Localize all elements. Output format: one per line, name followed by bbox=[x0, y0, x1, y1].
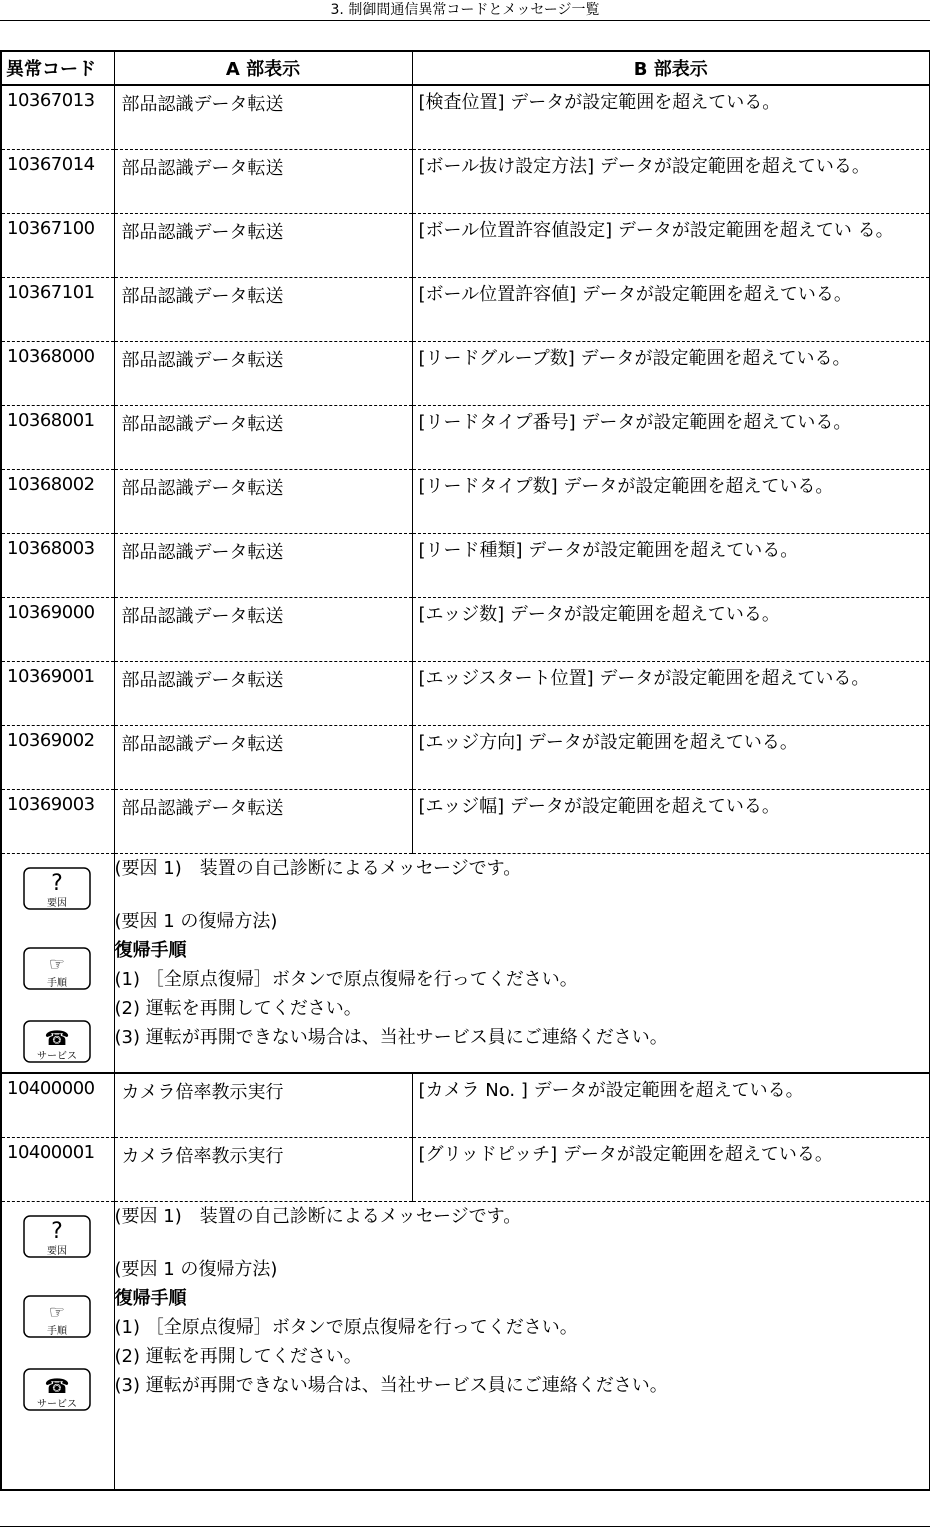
a-display-cell: 部品認識データ転送 bbox=[114, 150, 412, 214]
error-code-cell: 10367101 bbox=[1, 278, 114, 342]
b-display-cell: [エッジスタート位置] データが設定範囲を超えている。 bbox=[412, 662, 930, 726]
column-header-b: B 部表示 bbox=[412, 51, 930, 85]
step-1: (1) ［全原点復帰］ボタンで原点復帰を行ってください。 bbox=[114, 969, 578, 990]
b-display-cell: [エッジ数] データが設定範囲を超えている。 bbox=[412, 598, 930, 662]
error-code-cell: 10368003 bbox=[1, 534, 114, 598]
error-code-cell: 10369002 bbox=[1, 726, 114, 790]
a-display-cell: カメラ倍率教示実行 bbox=[114, 1138, 412, 1202]
svg-text:サービス: サービス bbox=[37, 1399, 77, 1410]
recovery-title: (要因 1 の復帰方法) bbox=[114, 911, 278, 932]
a-display-cell: 部品認識データ転送 bbox=[114, 278, 412, 342]
svg-text:?: ? bbox=[51, 1219, 63, 1244]
cause-description: (要因 1) 装置の自己診断によるメッセージです。 bbox=[114, 1206, 522, 1227]
b-display-cell: [ボール抜け設定方法] データが設定範囲を超えている。 bbox=[412, 150, 930, 214]
procedure-hand-icon bbox=[22, 946, 92, 991]
cause-block-1 bbox=[1, 854, 930, 1074]
b-display-cell: [リードタイプ番号] データが設定範囲を超えている。 bbox=[412, 406, 930, 470]
cause-icon bbox=[22, 1214, 92, 1259]
b-display-cell: [検査位置] データが設定範囲を超えている。 bbox=[418, 92, 781, 113]
a-display-cell: カメラ倍率教示実行 bbox=[114, 1073, 412, 1138]
svg-text:要因: 要因 bbox=[47, 1246, 67, 1257]
steps-title: 復帰手順 bbox=[114, 1288, 187, 1309]
cause-block-2 bbox=[1, 1202, 930, 1491]
a-display-cell: 部品認識データ転送 bbox=[114, 470, 412, 534]
table-row bbox=[1, 150, 930, 214]
step-2: (2) 運転を再開してください。 bbox=[114, 998, 362, 1019]
table-row bbox=[1, 278, 930, 342]
page-footer-rule bbox=[0, 1526, 930, 1527]
a-display-cell: 部品認識データ転送 bbox=[114, 662, 412, 726]
step-2: (2) 運転を再開してください。 bbox=[114, 1346, 362, 1367]
error-code-table bbox=[0, 50, 930, 1491]
a-display-cell: 部品認識データ転送 bbox=[114, 534, 412, 598]
cause-icons-1 bbox=[1, 854, 114, 1074]
b-display-cell: [リードグループ数] データが設定範囲を超えている。 bbox=[412, 342, 930, 406]
error-code-cell: 10400001 bbox=[1, 1138, 114, 1202]
error-code-cell: 10367013 bbox=[1, 85, 114, 150]
page-header bbox=[0, 0, 930, 21]
recovery-title: (要因 1 の復帰方法) bbox=[114, 1259, 278, 1280]
b-display-cell: [カメラ No. ] データが設定範囲を超えている。 bbox=[412, 1073, 930, 1138]
step-3: (3) 運転が再開できない場合は、当社サービス員にご連絡ください。 bbox=[114, 1375, 668, 1396]
svg-text:☞: ☞ bbox=[48, 954, 66, 975]
step-3: (3) 運転が再開できない場合は、当社サービス員にご連絡ください。 bbox=[114, 1027, 668, 1048]
error-code-cell: 10369001 bbox=[1, 662, 114, 726]
table-row bbox=[1, 342, 930, 406]
svg-text:☎: ☎ bbox=[44, 1026, 70, 1050]
a-display-cell: 部品認識データ転送 bbox=[114, 85, 412, 150]
b-display-cell: [エッジ方向] データが設定範囲を超えている。 bbox=[412, 726, 930, 790]
a-display-cell: 部品認識データ転送 bbox=[114, 598, 412, 662]
error-code-cell: 10368000 bbox=[1, 342, 114, 406]
svg-text:☞: ☞ bbox=[48, 1302, 66, 1323]
svg-text:☎: ☎ bbox=[44, 1374, 70, 1398]
error-code-cell: 10368001 bbox=[1, 406, 114, 470]
table-row bbox=[1, 662, 930, 726]
table-row bbox=[1, 726, 930, 790]
table-row bbox=[1, 214, 930, 278]
a-display-cell: 部品認識データ転送 bbox=[114, 406, 412, 470]
a-display-cell: 部品認識データ転送 bbox=[114, 214, 412, 278]
table-row bbox=[1, 470, 930, 534]
error-code-cell: 10368002 bbox=[1, 470, 114, 534]
b-display-cell: [リードタイプ数] データが設定範囲を超えている。 bbox=[412, 470, 930, 534]
cause-icons-2 bbox=[1, 1202, 114, 1491]
column-header-a: A 部表示 bbox=[114, 51, 412, 85]
b-display-cell: [ボール位置許容値設定] データが設定範囲を超えてい る。 bbox=[412, 214, 930, 278]
step-1: (1) ［全原点復帰］ボタンで原点復帰を行ってください。 bbox=[114, 1317, 578, 1338]
page-header-title: 3. 制御間通信異常コードとメッセージ一覧 bbox=[330, 2, 600, 18]
a-display-cell: 部品認識データ転送 bbox=[114, 726, 412, 790]
table-row bbox=[1, 534, 930, 598]
a-display-cell: 部品認識データ転送 bbox=[114, 342, 412, 406]
table-row bbox=[1, 1138, 930, 1202]
table-row bbox=[1, 406, 930, 470]
cause-text-1 bbox=[114, 854, 930, 1074]
service-phone-icon bbox=[22, 1367, 92, 1412]
svg-text:手順: 手順 bbox=[47, 978, 67, 989]
a-display-cell: 部品認識データ転送 bbox=[114, 790, 412, 854]
error-code-cell: 10367014 bbox=[1, 150, 114, 214]
procedure-hand-icon bbox=[22, 1294, 92, 1339]
service-phone-icon bbox=[22, 1019, 92, 1064]
table-header-row bbox=[1, 51, 930, 85]
svg-text:サービス: サービス bbox=[37, 1051, 77, 1062]
cause-text-2 bbox=[114, 1202, 930, 1491]
error-code-cell: 10369003 bbox=[1, 790, 114, 854]
svg-text:?: ? bbox=[51, 871, 63, 896]
column-header-code: 異常コード bbox=[1, 51, 114, 85]
error-code-cell: 10367100 bbox=[1, 214, 114, 278]
b-display-cell: [エッジ幅] データが設定範囲を超えている。 bbox=[412, 790, 930, 854]
svg-text:要因: 要因 bbox=[47, 898, 67, 909]
error-code-cell: 10369000 bbox=[1, 598, 114, 662]
b-display-cell: [ボール位置許容値] データが設定範囲を超えている。 bbox=[412, 278, 930, 342]
cause-icon bbox=[22, 866, 92, 911]
error-code-cell: 10400000 bbox=[1, 1073, 114, 1138]
table-row bbox=[1, 1073, 930, 1138]
svg-text:手順: 手順 bbox=[47, 1326, 67, 1337]
cause-description: (要因 1) 装置の自己診断によるメッセージです。 bbox=[114, 858, 522, 879]
table-row bbox=[1, 790, 930, 854]
steps-title: 復帰手順 bbox=[114, 940, 187, 961]
b-display-cell: [グリッドピッチ] データが設定範囲を超えている。 bbox=[412, 1138, 930, 1202]
table-row bbox=[1, 598, 930, 662]
b-display-cell: [リード種類] データが設定範囲を超えている。 bbox=[412, 534, 930, 598]
table-row bbox=[1, 85, 930, 150]
